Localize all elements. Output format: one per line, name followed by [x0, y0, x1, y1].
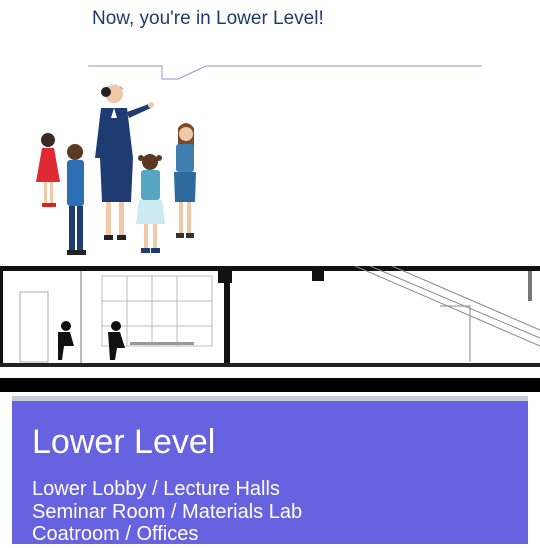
- guide-with-children-illustration: [28, 80, 208, 260]
- child-red-dress-icon: [36, 133, 60, 207]
- child-blue-shirt-icon: [67, 144, 86, 255]
- level-room-list: [32, 478, 302, 546]
- child-teal-top-icon: [136, 154, 165, 253]
- room-line: Coatroom / Offices: [32, 523, 199, 545]
- room-line: Lower Lobby / Lecture Halls: [32, 478, 280, 500]
- level-info-card: [12, 396, 528, 544]
- building-section-drawing: [0, 266, 540, 392]
- level-title: Lower Level: [32, 423, 216, 461]
- child-long-hair-icon: [174, 123, 196, 238]
- speech-text: Now, you're in Lower Level!: [92, 8, 324, 29]
- room-line: Seminar Room / Materials Lab: [32, 500, 303, 523]
